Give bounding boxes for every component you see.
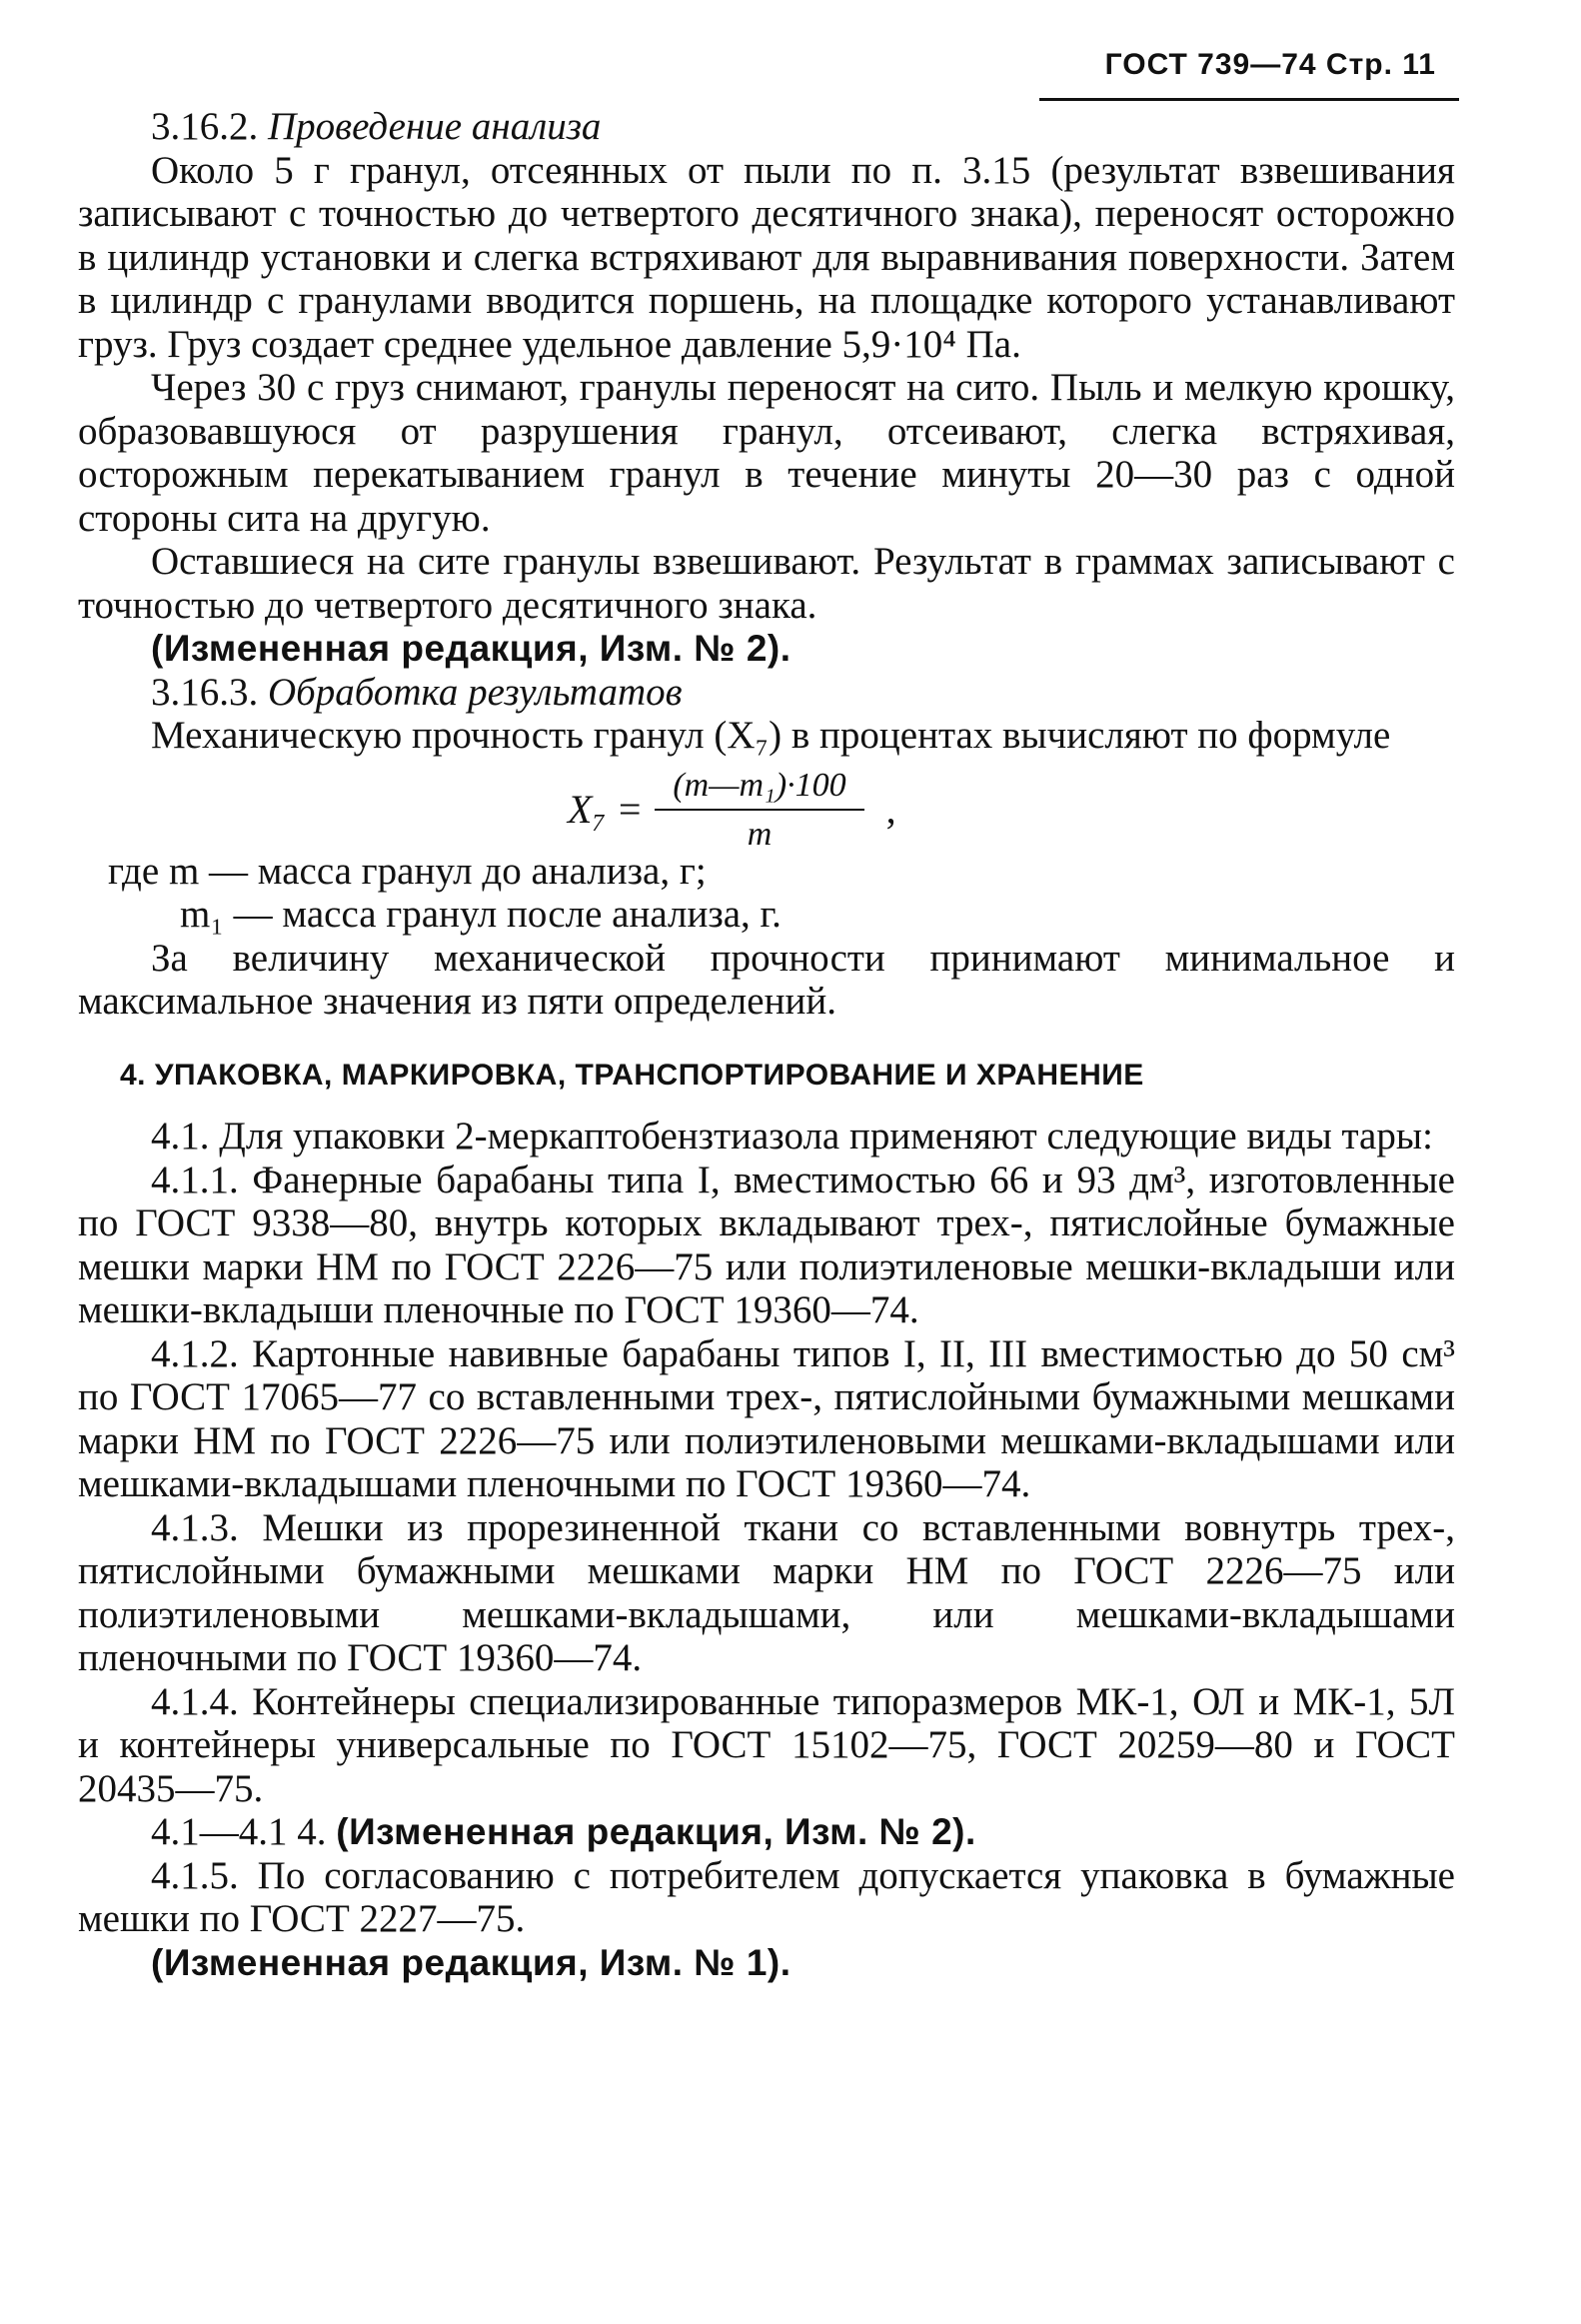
formula-block <box>78 758 1455 853</box>
formula-denominator: m <box>747 816 773 853</box>
paragraph-4-1: 4.1. Для упаковки 2-меркаптобензтиазола применяют следующие виды тары: <box>151 1115 1433 1158</box>
amendment-note-1: (Измененная редакция, Изм. № 1). <box>151 1941 791 1983</box>
paragraph-analysis-procedure: Около 5 г гранул, отсеянных от пыли по п. 3.15 (результат взвешивания записывают с точностью до четвертого десятичного знака), переносят осторожно в цилиндр установки и слегка встряхивают для выравнивания поверхности. Затем в цилиндр с гранулами вводится поршень, на площадке которого устанавливают груз. Груз создает среднее удельное давление 5,9·10⁴ Па. <box>78 148 1455 366</box>
formula-lhs: X₇ = <box>568 787 644 833</box>
page-header: ГОСТ 739—74 Стр. 11 <box>1104 48 1436 81</box>
strength-formula <box>568 764 896 857</box>
amendment-note-2a: (Измененная редакция, Изм. № 2). <box>151 628 791 669</box>
paragraph-4-1-4: 4.1.4. Контейнеры специализированные типоразмеров МК-1, ОЛ и МК-1, 5Л и контейнеры универсальные по ГОСТ 15102—75, ГОСТ 20259—80 и ГОСТ 20435—75. <box>78 1679 1455 1810</box>
formula-numerator: (m—m₁)·100 <box>655 764 863 812</box>
subsection-3-16-3-heading: 3.16.3. Обработка результатов <box>151 670 683 714</box>
legend-m1: m₁ — масса гранул после анализа, г. <box>180 893 782 936</box>
header-rule <box>1039 98 1459 101</box>
paragraph-4-1-1: 4.1.1. Фанерные барабаны типа I, вместимостью 66 и 93 дм³, изготовленные по ГОСТ 9338—80, внутрь которых вкладывают трех-, пятислойные бумажные мешки марки НМ по ГОСТ 2226—75 или полиэтиленовые мешки-вкладыши или мешки-вкладыши пленочные по ГОСТ 19360—74. <box>78 1158 1455 1331</box>
section-4-heading: 4. УПАКОВКА, МАРКИРОВКА, ТРАНСПОРТИРОВАНИЕ И ХРАНЕНИЕ <box>120 1058 1144 1092</box>
amendment-note-2b: 4.1—4.1 4. (Измененная редакция, Изм. № 2). <box>151 1810 976 1853</box>
paragraph-strength-formula-intro: Механическую прочность гранул (X₇) в процентах вычисляют по формуле <box>151 714 1391 757</box>
formula-comma: , <box>885 787 896 833</box>
paragraph-sieving: Через 30 с груз снимают, гранулы переносят на сито. Пыль и мелкую крошку, образовавшуюся от разрушения гранул, отсеивают, слегка встряхивая, осторожным перекатыванием гранул в течение минуты 20—30 раз с одной стороны сита на другую. <box>78 366 1455 540</box>
paragraph-weighing: Оставшиеся на сите гранулы взвешивают. Результат в граммах записывают с точностью до четвертого десятичного знака. <box>78 540 1455 627</box>
paragraph-4-1-5: 4.1.5. По согласованию с потребителем допускается упаковка в бумажные мешки по ГОСТ 2227—75. <box>78 1853 1455 1940</box>
formula-fraction <box>655 764 863 857</box>
paragraph-4-1-3: 4.1.3. Мешки из прорезиненной ткани со вставленными вовнутрь трех-, пятислойными бумажными мешками марки НМ по ГОСТ 2226—75 или полиэтиленовыми мешками-вкладышами, или мешками-вкладышами пленочными по ГОСТ 19360—74. <box>78 1505 1455 1679</box>
legend-m: где m — масса гранул до анализа, г; <box>108 849 707 893</box>
paragraph-strength-value: За величину механической прочности принимают минимальное и максимальное значения из пяти определений. <box>78 936 1455 1023</box>
paragraph-4-1-2: 4.1.2. Картонные навивные барабаны типов I, II, III вместимостью до 50 см³ по ГОСТ 17065—77 со вставленными трех-, пятислойными бумажными мешками марки НМ по ГОСТ 2226—75 или полиэтиленовыми мешками-вкладышами или мешками-вкладышами пленочными по ГОСТ 19360—74. <box>78 1331 1455 1505</box>
subsection-3-16-2-heading: 3.16.2. Проведение анализа <box>151 105 602 148</box>
document-body <box>78 105 1455 1984</box>
